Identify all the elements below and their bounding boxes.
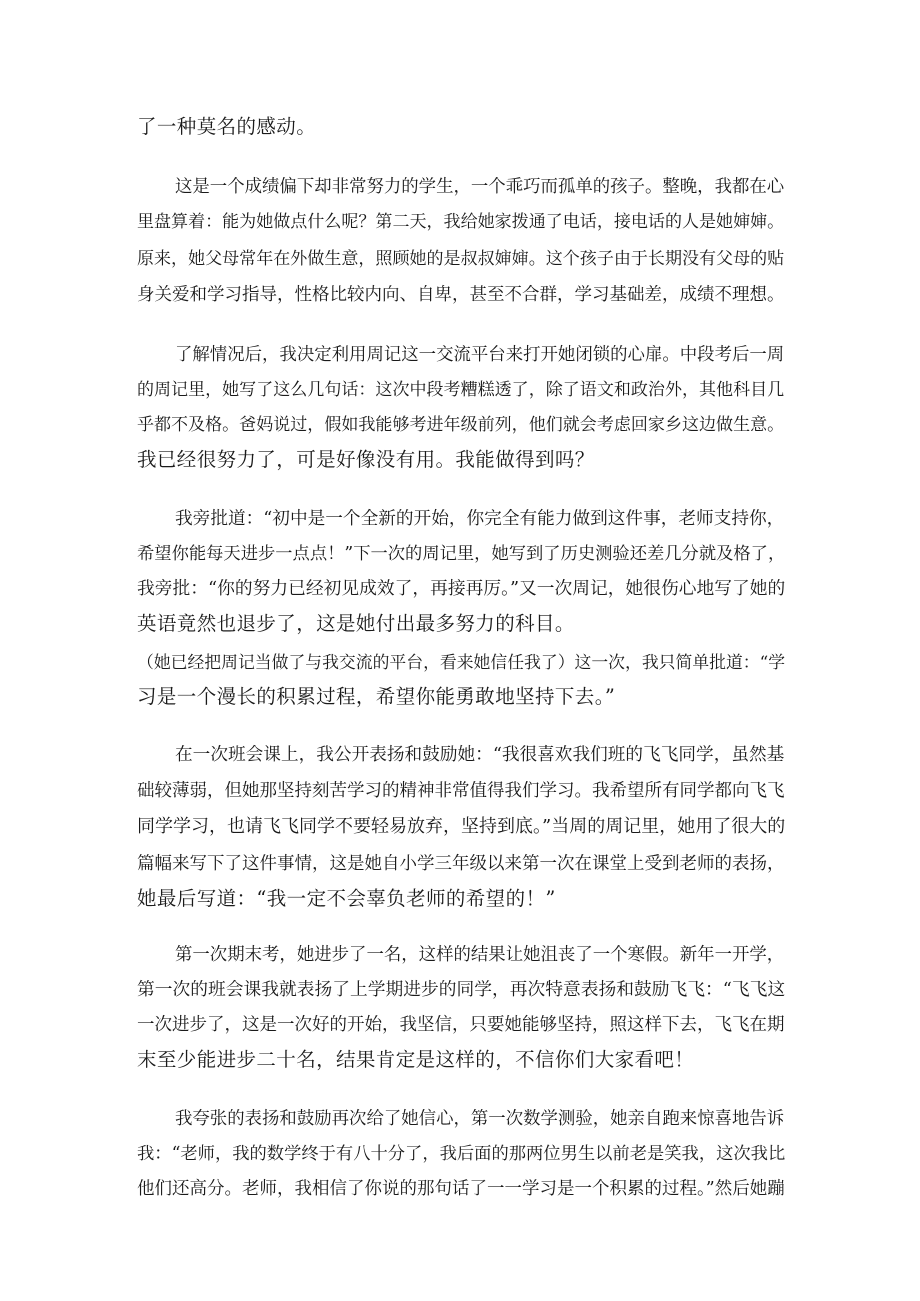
text-line: 英语竟然也退步了，这是她付出最多努力的科目。 [137, 612, 575, 635]
text-line: 里盘算着：能为她做点什么呢？第二天，我给她家拨通了电话，接电话的人是她婶婶。 [137, 212, 785, 232]
text-line: 末至少能进步二十名，结果肯定是这样的，不信你们大家看吧！ [137, 1048, 695, 1071]
text-line: 篇幅来写下了这件事情，这是她自小学三年级以来第一次在课堂上受到老师的表扬， [137, 854, 785, 874]
text-line: 乎都不及格。爸妈说过，假如我能够考进年级前列，他们就会考虑回家乡这边做生意。 [137, 415, 785, 435]
text-line: 础较薄弱，但她那坚持刻苦学习的精神非常值得我们学习。我希望所有同学都向飞飞 [137, 781, 785, 801]
paragraph-first-line: 我夸张的表扬和鼓励再次给了她信心，第一次数学测验，她亲自跑来惊喜地告诉 [175, 1109, 785, 1129]
text-line: 我旁批：“你的努力已经初见成效了，再接再厉。”又一次周记，她很伤心地写了她的 [137, 579, 786, 599]
text-line: 了一种莫名的感动。 [137, 115, 317, 138]
text-line: 他们还高分。老师，我相信了你说的那句话了一一学习是一个积累的过程。”然后她蹦 [137, 1179, 785, 1199]
text-line: 她最后写道：“我一定不会辜负老师的希望的！” [137, 887, 556, 910]
text-line: 原来，她父母常年在外做生意，照顾她的是叔叔婶婶。这个孩子由于长期没有父母的贴 [137, 249, 785, 269]
text-line: 的周记里，她写了这么几句话：这次中段考糟糕透了，除了语文和政治外，其他科目几 [137, 380, 785, 400]
text-line: 我已经很努力了，可是好像没有用。我能做得到吗？ [137, 448, 595, 471]
text-line: 身关爱和学习指导，性格比较内向、自卑，甚至不合群，学习基础差，成绩不理想。 [137, 285, 785, 305]
paragraph-first-line: 第一次期末考，她进步了一名，这样的结果让她沮丧了一个寒假。新年一开学， [175, 945, 785, 965]
paragraph-first-line: 了解情况后，我决定利用周记这一交流平台来打开她闭锁的心扉。中段考后一周 [175, 345, 785, 365]
text-line: 第一次的班会课我就表扬了上学期进步的同学，再次特意表扬和鼓励飞飞：“飞飞这 [137, 980, 786, 1000]
text-line: （她已经把周记当做了与我交流的平台，看来她信任我了）这一次，我只简单批道：“学 [137, 652, 786, 672]
paragraph-first-line: 在一次班会课上，我公开表扬和鼓励她：“我很喜欢我们班的飞飞同学，虽然基 [175, 745, 785, 765]
text-line: 我：“老师，我的数学终于有八十分了，我后面的那两位男生以前老是笑我，这次我比 [137, 1144, 786, 1164]
text-line: 习是一个漫长的积累过程，希望你能勇敢地坚持下去。” [137, 685, 616, 708]
text-line: 希望你能每天进步一点点！”下一次的周记里，她写到了历史测验还差几分就及格了， [137, 544, 786, 564]
text-line: 同学学习，也请飞飞同学不要轻易放弃，坚持到底。”当周的周记里，她用了很大的 [137, 816, 786, 837]
text-line: 一次进步了，这是一次好的开始，我坚信，只要她能够坚持，照这样下去，飞飞在期 [137, 1015, 785, 1035]
paragraph-first-line: 我旁批道：“初中是一个全新的开始，你完全有能力做到这件事，老师支持你， [175, 509, 785, 529]
paragraph-first-line: 这是一个成绩偏下却非常努力的学生，一个乖巧而孤单的孩子。整晚，我都在心 [175, 177, 785, 197]
